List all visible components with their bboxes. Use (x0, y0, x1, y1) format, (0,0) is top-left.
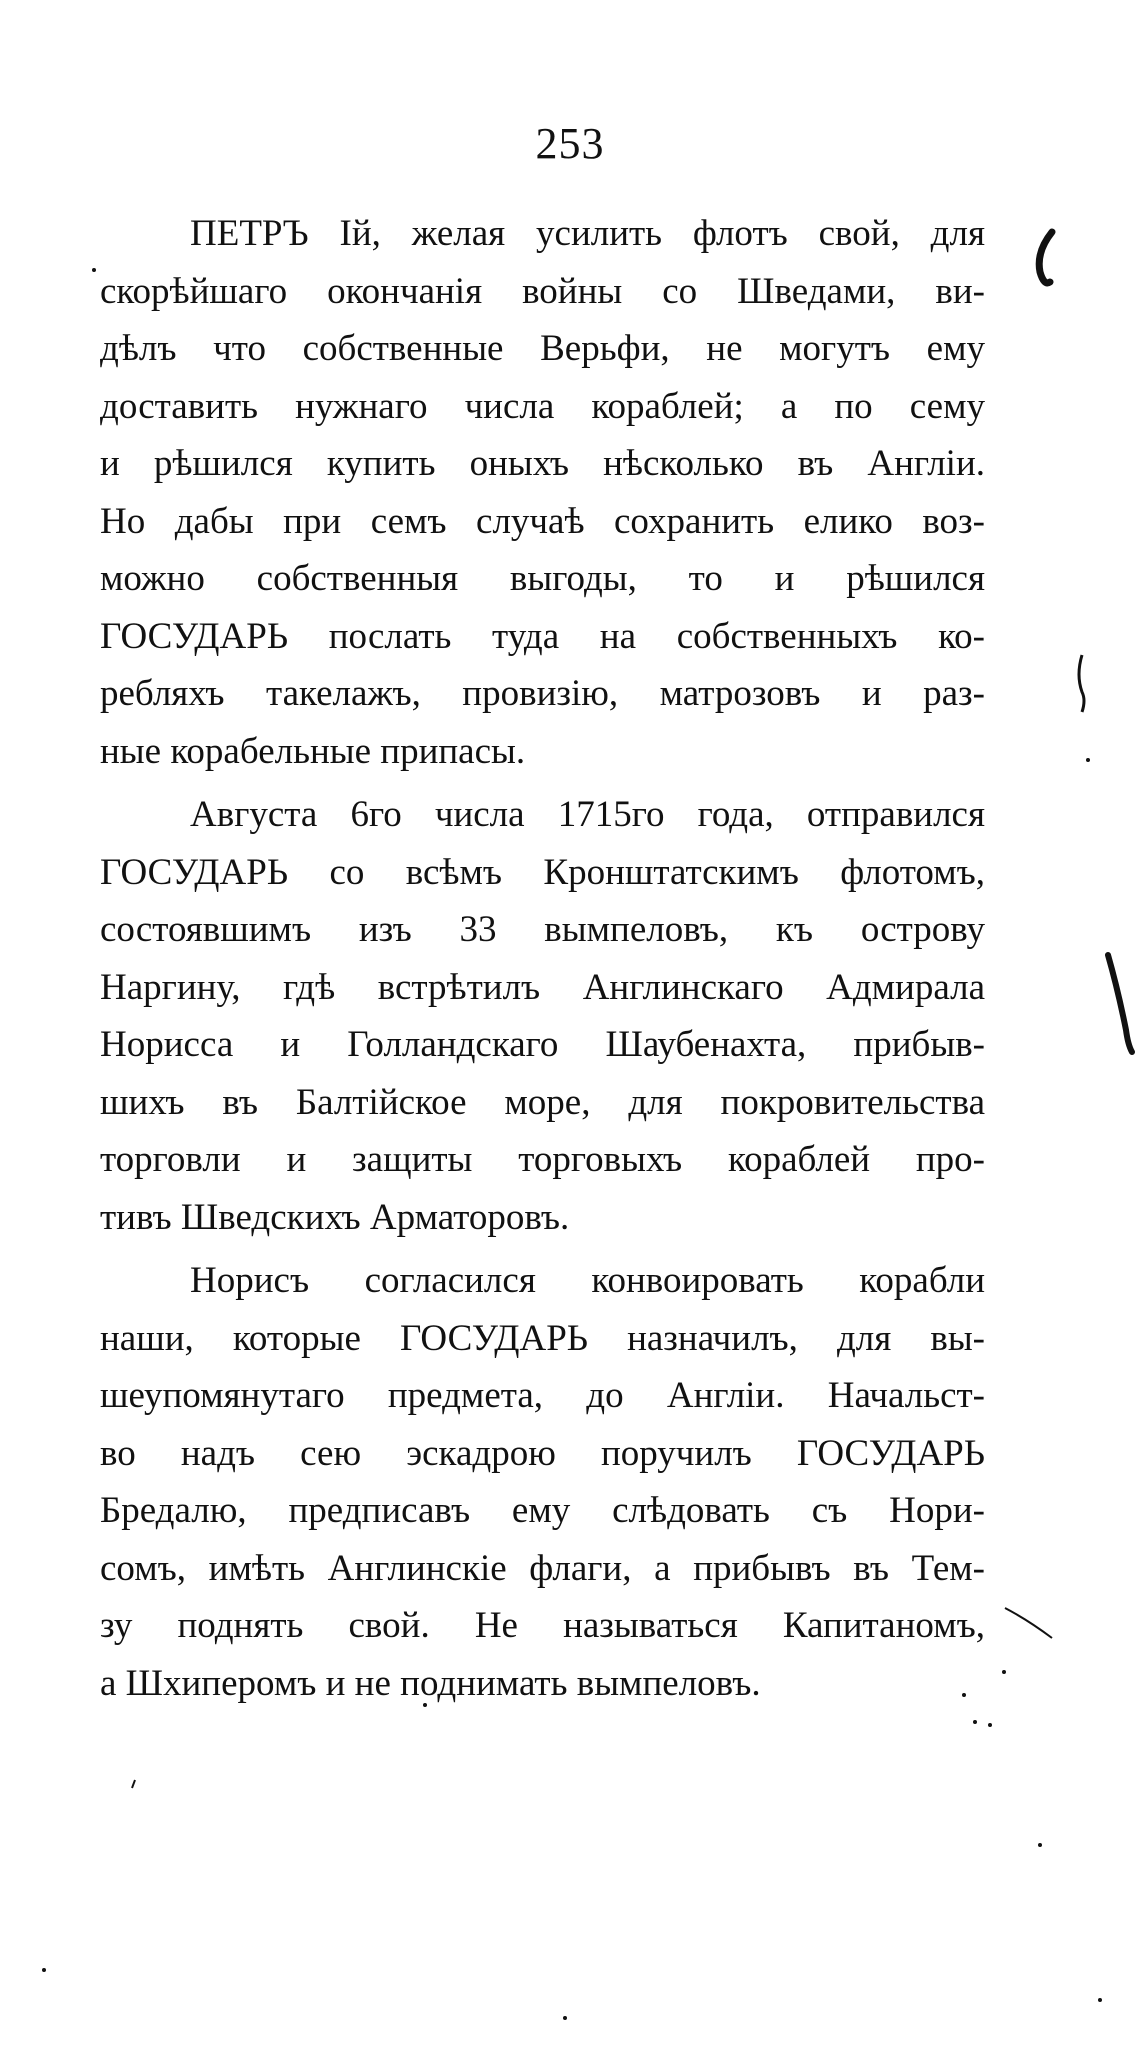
text-line: сомъ, имѣть Англинскіе флаги, а прибывъ въ Тем- (100, 1547, 985, 1589)
text-line: скорѣйшаго окончанія войны со Шведами, ви- (100, 270, 985, 312)
speck-mark (973, 1720, 977, 1724)
margin-bracket-mark (1039, 232, 1052, 283)
text-line: ПЕТРЪ Iй, желая усилить флотъ свой, для (190, 213, 985, 254)
text-line: а Шхиперомъ и не поднимать вымпеловъ. (100, 1662, 761, 1704)
text-line: дѣлъ что собственные Верьфи, не могутъ ему (100, 328, 985, 369)
page-number: 253 (535, 119, 605, 168)
text-line: и рѣшился купить оныхъ нѣсколько въ Англіи. (100, 443, 985, 484)
paragraph-1 (100, 205, 985, 780)
text-line: Норисъ согласился конвоировать корабли (190, 1260, 985, 1301)
margin-bracket-mark (1079, 655, 1084, 712)
text-line: ребляхъ такелажъ, провизію, матрозовъ и раз- (100, 673, 985, 714)
speck-mark (42, 1968, 46, 1972)
text-line: ГОСУДАРЬ послать туда на собственныхъ ко- (100, 615, 985, 657)
text-line: Августа 6го числа 1715го года, отправился (190, 794, 985, 835)
paragraph-3 (100, 1252, 985, 1712)
speck-mark (1098, 1998, 1102, 2002)
speck-mark (563, 2016, 567, 2020)
text-line: Наргину, гдѣ встрѣтилъ Англинскаго Адмирала (100, 966, 985, 1008)
text-line: зу поднять свой. Не называться Капитаномъ, (100, 1605, 985, 1646)
margin-bracket-mark (1108, 955, 1132, 1052)
speck-mark (132, 1780, 135, 1788)
paragraph-2 (100, 786, 985, 1246)
text-line: ные корабельные припасы. (100, 730, 526, 772)
text-line: Но дабы при семъ случаѣ сохранить елико воз- (100, 500, 985, 542)
text-line: тивъ Шведскихъ Арматоровъ. (100, 1196, 570, 1238)
text-line: Бредалю, предписавъ ему слѣдовать съ Нори- (100, 1490, 985, 1531)
text-line: доставить нужнаго числа кораблей; а по сему (100, 385, 985, 427)
speck-mark (1002, 1670, 1006, 1674)
text-line: шихъ въ Балтійское море, для покровительства (100, 1081, 985, 1123)
text-line: ГОСУДАРЬ со всѣмъ Кронштатскимъ флотомъ, (100, 851, 985, 893)
text-line: Норисса и Голландскаго Шаубенахта, прибыв- (100, 1024, 985, 1065)
text-line: шеупомянутаго предмета, до Англіи. Начальст- (100, 1375, 985, 1416)
text-line: во надъ сею эскадрою поручилъ ГОСУДАРЬ (100, 1432, 985, 1474)
speck-mark (1086, 758, 1090, 762)
text-line: наши, которые ГОСУДАРЬ назначилъ, для вы- (100, 1317, 985, 1359)
speck-mark (92, 268, 96, 272)
speck-mark (988, 1723, 992, 1727)
speck-mark (1038, 1843, 1042, 1847)
text-line: торговли и защиты торговыхъ кораблей про- (100, 1139, 985, 1180)
text-line: состоявшимъ изъ 33 вымпеловъ, къ острову (100, 909, 985, 950)
text-line: можно собственныя выгоды, то и рѣшился (100, 558, 985, 599)
margin-stroke-mark (1005, 1608, 1052, 1638)
body-text (100, 205, 985, 1712)
